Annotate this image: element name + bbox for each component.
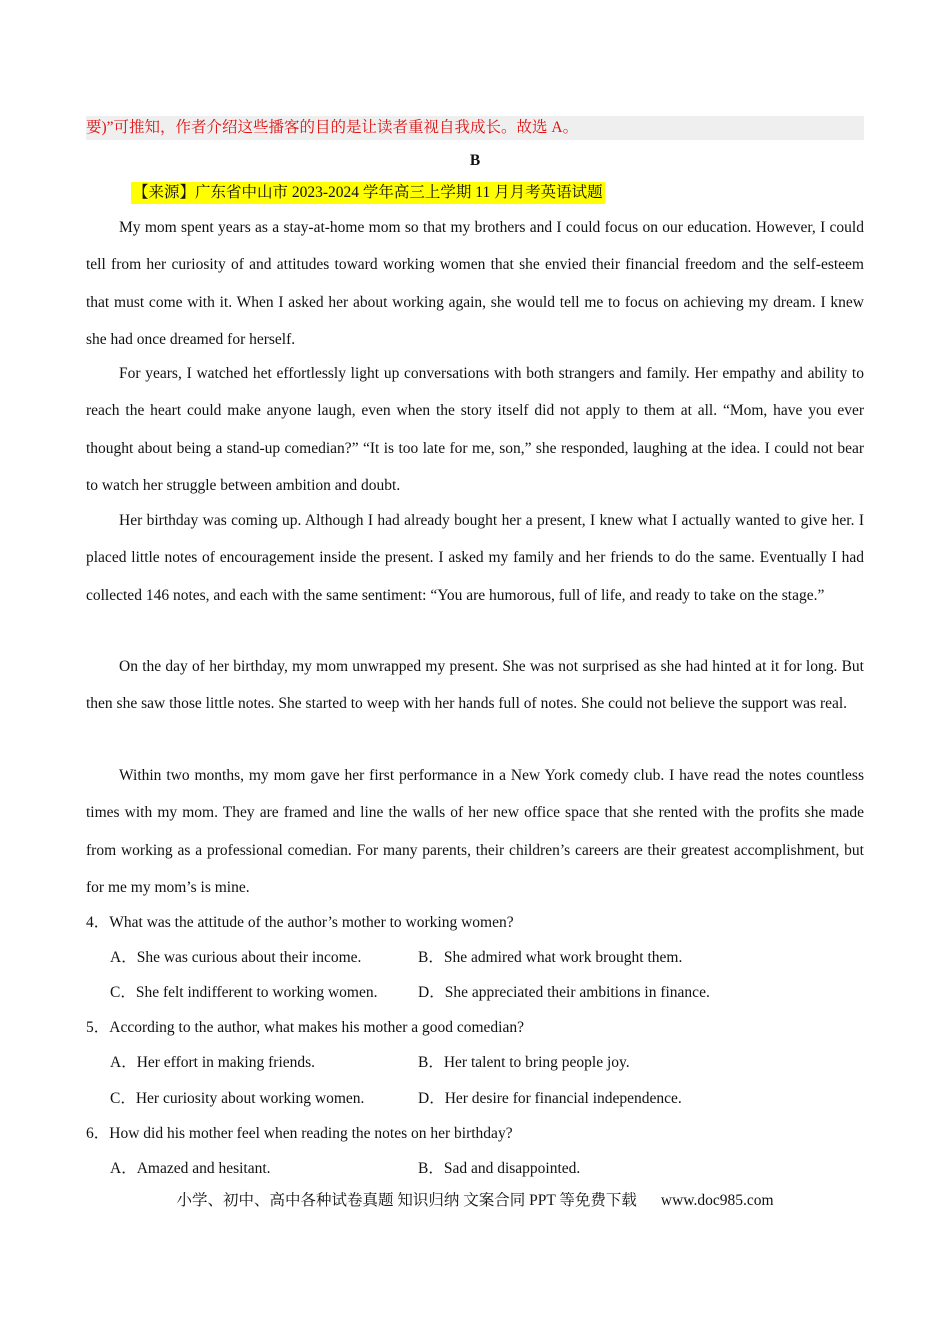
question-4-option-a: A．She was curious about their income. [110,949,362,966]
question-5-option-a: A．Her effort in making friends. [110,1054,316,1071]
question-4-stem: 4．What was the attitude of the author’s mother to working women? [86,914,514,931]
page-footer [0,1190,950,1212]
question-5-stem: 5．According to the author, what makes his mother a good comedian? [86,1019,524,1036]
question-6-option-b: B．Sad and disappointed. [418,1160,581,1177]
source-citation: 【来源】广东省中山市 2023-2024 学年高三上学期 11 月月考英语试题 [131,182,605,204]
footer-url-link[interactable]: www.doc985.com [660,1192,774,1209]
passage-paragraph-3: Her birthday was coming up. Although I had already bought her a present, I knew what I actually wanted to give her. I placed little notes of encouragement inside the present. I asked my family and her friends to do the same. Eventually I had collected 146 notes, and each with the same sentiment: “You are humorous, full of life, and ready to take on the stage.” [86,512,864,604]
question-4-option-d: D．She appreciated their ambitions in finance. [418,984,710,1001]
answer-explanation-note: 要)”可推知，作者介绍这些播客的目的是让读者重视自我成长。故选 A。 [86,116,864,140]
question-4-option-b: B．She admired what work brought them. [418,949,683,966]
question-5-option-b: B．Her talent to bring people joy. [418,1054,630,1071]
section-heading: B [469,152,481,169]
footer-text: 小学、初中、高中各种试卷真题 知识归纳 文案合同 PPT 等免费下载 [176,1192,637,1209]
question-6-option-a: A．Amazed and hesitant. [110,1160,271,1177]
question-6-stem: 6．How did his mother feel when reading the notes on her birthday? [86,1125,513,1142]
passage-paragraph-5: Within two months, my mom gave her first performance in a New York comedy club. I have read the notes countless times with my mom. They are framed and line the walls of her new office space that she rented with the profits she made from working as a professional comedian. For many parents, their children’s careers are their greatest accomplishment, but for me my mom’s is mine. [86,767,864,896]
question-5-option-c: C．Her curiosity about working women. [110,1090,365,1107]
question-5-option-d: D．Her desire for financial independence. [418,1090,682,1107]
passage-paragraph-1: My mom spent years as a stay-at-home mom so that my brothers and I could focus on our education. However, I could tell from her curiosity of and attitudes toward working women that she envied their financial freedom and the self-esteem that must come with it. When I asked her about working again, she would tell me to focus on achieving my dream. I knew she had once dreamed for herself. [86,219,864,348]
passage-paragraph-4: On the day of her birthday, my mom unwrapped my present. She was not surprised as she had hinted at it for long. But then she saw those little notes. She started to weep with her hands full of notes. She could not believe the support was real. [86,658,864,713]
passage-paragraph-2: For years, I watched het effortlessly light up conversations with both strangers and family. Her empathy and ability to reach the heart could make anyone laugh, even when the story itself did not apply to them at all. “Mom, have you ever thought about being a stand-up comedian?” “It is too late for me, son,” she responded, laughing at the idea. I could not bear to watch her struggle between ambition and doubt. [86,365,864,494]
question-4-option-c: C．She felt indifferent to working women. [110,984,378,1001]
